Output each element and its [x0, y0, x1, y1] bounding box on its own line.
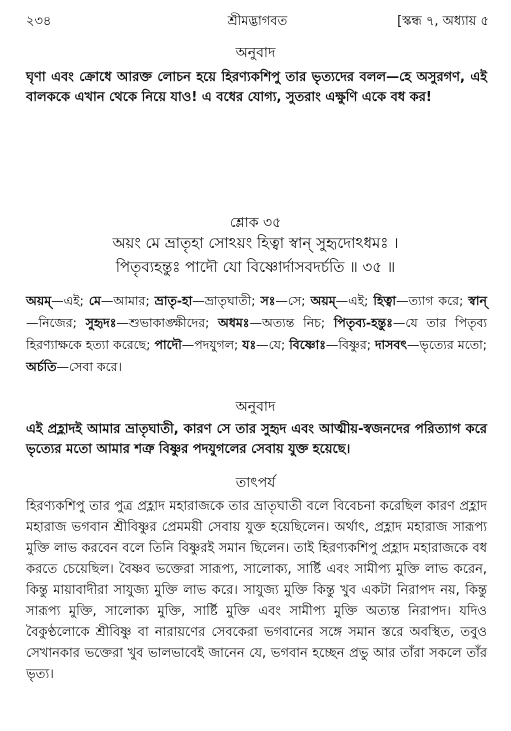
synonym-meaning: আমার [113, 293, 146, 308]
page-number: ২৩৪ [26, 14, 52, 29]
word-for-word-synonyms [26, 290, 487, 378]
synonym-entry: দাসবৎ—ভৃত্যের মতো; [374, 337, 487, 352]
synonym-meaning: সেবা করে। [69, 359, 123, 374]
synonym-word: দাসবৎ [374, 337, 408, 352]
chapter-reference: [স্কন্ধ ৭, অধ্যায় ৫ [397, 14, 489, 29]
translation-text-35: এই প্রহ্লাদই আমার ভ্রাতৃঘাতী, কারণ সে তার সুহৃদ এবং আত্মীয়-স্বজনদের পরিত্যাগ করে ভৃত্যের মতো আমার শত্রু বিষ্ণুর পদযুগলের সেবায় যুক্ত হয়েছে। [26, 422, 487, 457]
verse-number-heading: শ্লোক ৩৫ [229, 215, 282, 231]
purport-heading: তাৎপর্য [235, 475, 276, 491]
synonym-entry: বিষ্ণোঃ—বিষ্ণুর; [289, 337, 375, 352]
verse-line-2: পিতৃব্যহন্তুঃ পাদৌ যো বিষ্ণোর্দাসবদর্চতি ॥ ৩৫ ॥ [115, 258, 396, 276]
synonym-entry: মে—আমার; [88, 293, 155, 308]
synonym-meaning: এই [348, 293, 365, 308]
running-head [26, 12, 489, 32]
synonym-meaning: যে [268, 337, 281, 352]
synonym-meaning: ভৃত্যের মতো [419, 337, 483, 352]
synonym-meaning: সে [287, 293, 302, 308]
synonym-word: সঃ [260, 293, 276, 308]
synonym-word: মে [88, 293, 101, 308]
synonym-word: অয়ম্ [26, 293, 52, 308]
synonym-meaning: পদযুগল [194, 337, 235, 352]
synonym-entry: সুহৃদঃ—শুভাকাঙ্ক্ষীদের; [85, 315, 219, 330]
synonym-entry: হিত্বা—ত্যাগ করে; [373, 293, 469, 308]
synonym-entry: পাদৌ—পদযুগল; [154, 337, 243, 352]
purport-text: হিরণ্যকশিপু তার পুত্র প্রহ্লাদ মহারাজকে তার ভ্রাতৃঘাতী বলে বিবেচনা করেছিল কারণ প্রহ্লাদ মহারাজ ভগবান শ্রীবিষ্ণুর প্রেমময়ী সেবায় যুক্ত হয়েছিলেন। অর্থাৎ, প্রহ্লাদ মহারাজ সারূপ্য মুক্তি লাভ করবেন বলে তিনি বিষ্ণুরই সমান ছিলেন। তাই হিরণ্যকশিপু প্রহ্লাদ মহারাজকে বধ করতে চেয়েছিল। বৈষ্ণব ভক্তেরা সারূপ্য, সালোক্য, সার্ষ্টি এবং সামীপ্য মুক্তি লাভ করেন, কিন্তু মায়াবাদীরা সাযুজ্য মুক্তি লাভ করে। সাযুজ্য মুক্তি কিন্তু খুব একটা নিরাপদ নয়, কিন্তু সারূপ্য মুক্তি, সালোক্য মুক্তি, সার্ষ্টি মুক্তি এবং সামীপ্য মুক্তি অত্যন্ত নিরাপদ। যদিও বৈকুণ্ঠলোকে শ্রীবিষ্ণু বা নারায়ণের সেবকেরা ভগবানের সঙ্গে সমান স্তরে অবস্থিত, তবুও সেখানকার ভক্তেরা খুব ভালভাবেই জানেন যে, ভগবান হচ্ছেন প্রভু আর তাঁরা সকলে তাঁর ভৃত্য। [26, 499, 487, 682]
synonym-entry: পিতৃব্য-হন্তুঃ—যে তার পিতৃব্য হিরণ্যাক্ষকে হত্যা করেছে; [26, 315, 488, 352]
synonym-entry: অর্চতি—সেবা করে। [26, 359, 123, 374]
synonym-meaning: ভ্রাতৃঘাতী [204, 293, 252, 308]
synonym-meaning: যে তার পিতৃব্য হিরণ্যাক্ষকে হত্যা করেছে [26, 315, 488, 352]
book-title: শ্রীমদ্ভাগবত [227, 14, 288, 29]
translation-text: ঘৃণা এবং ক্রোধে আরক্ত লোচন হয়ে হিরণ্যকশিপু তার ভৃত্যদের বলল—হে অসুরগণ, এই বালককে এখান থেকে নিয়ে যাও! এ বধের যোগ্য, সুতরাং এক্ষুণি একে বধ কর! [26, 70, 487, 105]
synonym-word: স্বান্ [468, 293, 487, 308]
synonym-word: সুহৃদঃ [85, 315, 117, 330]
synonym-entry: সঃ—সে; [260, 293, 311, 308]
synonym-word: অর্চতি [26, 359, 57, 374]
synonym-meaning: শুভাকাঙ্ক্ষীদের [128, 315, 206, 330]
synonym-meaning: নিজের [38, 315, 73, 330]
synonym-meaning: অত্যন্ত নিচ [261, 315, 321, 330]
synonym-entry: অধমঃ—অত্যন্ত নিচ; [218, 315, 334, 330]
synonym-meaning: ত্যাগ করে [408, 293, 460, 308]
synonym-word: পাদৌ [154, 337, 182, 352]
synonym-word: যঃ [242, 337, 257, 352]
synonym-entry: স্বান্—নিজের; [26, 293, 487, 330]
translation-heading: অনুবাদ [235, 45, 276, 61]
synonym-word: হিত্বা [373, 293, 397, 308]
synonym-entry: অয়ম্—এই; [26, 293, 89, 308]
synonym-entry: ভ্রাতৃ-হা—ভ্রাতৃঘাতী; [154, 293, 261, 308]
synonym-word: পিতৃব্য-হন্তুঃ [333, 315, 393, 330]
synonym-word: ভ্রাতৃ-হা [154, 293, 193, 308]
synonym-entry: অয়ম্—এই; [310, 293, 374, 308]
synonym-meaning: এই [63, 293, 80, 308]
translation-heading-35: অনুবাদ [235, 399, 276, 415]
synonym-word: অয়ম্ [310, 293, 336, 308]
synonym-word: অধমঃ [218, 315, 250, 330]
synonym-entry: যঃ—যে; [242, 337, 290, 352]
verse-line-1: অয়ং মে ভ্রাতৃহা সোঽয়ং হিত্বা স্বান্ সুহৃদোঽধমঃ । [112, 234, 399, 252]
synonym-meaning: বিষ্ণুর [338, 337, 367, 352]
synonym-word: বিষ্ণোঃ [289, 337, 326, 352]
